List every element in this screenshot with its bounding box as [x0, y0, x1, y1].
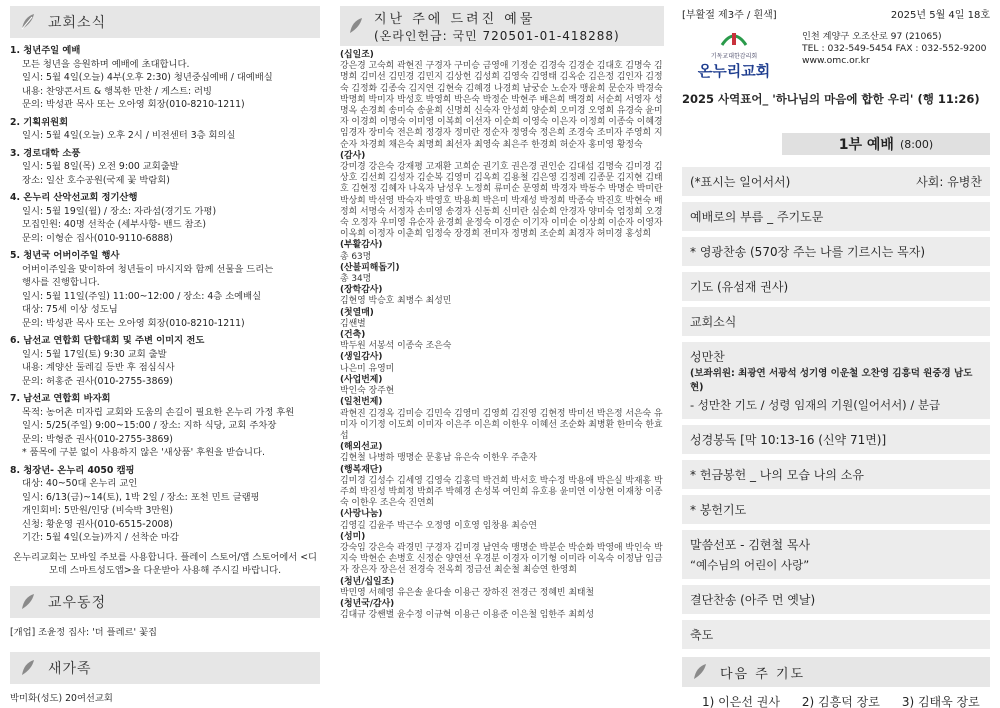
news-item-line: 문의: 박성관 목사 또는 오아영 회장(010-8210-1211): [22, 99, 245, 110]
offering-category: (첫열매): [340, 307, 374, 318]
bulletin-header: [682, 6, 990, 21]
offering-account: (온라인헌금: 국민 720501-01-418288): [374, 29, 620, 43]
offering-category: (해외선교): [340, 442, 383, 453]
worship-leader: 사회: 유병찬: [916, 175, 982, 189]
offering-category: (사랑나눔): [340, 509, 383, 520]
news-item-line: 문의: 박형준 권사(010-2755-3869): [22, 433, 173, 445]
worship-item: [682, 167, 990, 196]
offering-category: (사업번제): [340, 374, 383, 385]
offering-names: 강숙임 강은숙 곽경민 구경자 김미경 남연숙 맹명순 박분순 박순화 박영애 박인숙 박지숙 박현순 손병호 신정순 양연선 우경분 이경자 이기형 이미라 이옥숙 이정남 임금자 장은자 장은선 전경숙 전옥희 정금선 최순철 최승연 한영희: [340, 542, 663, 576]
worship-item-row: [690, 313, 982, 330]
newfamily-title: 새가족: [48, 660, 92, 677]
season-label: [부활절 제3주 / 흰색]: [682, 10, 777, 21]
offering-names: 김영길 김윤주 박근수 오정영 이호영 임창용 최승연: [340, 520, 537, 531]
offering-category: (생일감사): [340, 352, 383, 363]
right-column: [672, 0, 1000, 708]
church-name: 온누리교회: [697, 62, 771, 80]
news-item-line: 일시: 5/25(주일) 9:00~15:00 / 장소: 지하 식당, 교회 주차장: [22, 420, 277, 431]
news-item-line: 목적: 농어촌 미자립 교회와 도움의 손길이 필요한 온누리 가정 후원: [22, 406, 295, 418]
worship-item: [682, 425, 990, 454]
prayer-leader: 3) 김태욱 장로: [901, 695, 980, 708]
news-item-line: 일시: 5월 4일(오늘) 오후 2시 / 비전센터 3층 회의실: [22, 130, 236, 141]
worship-item: [682, 272, 990, 301]
worship-item-row: [690, 466, 982, 483]
offering-header: [340, 6, 664, 46]
news-item-line: 모집인원: 40명 선착순 (세부사항- 밴드 참조): [22, 219, 207, 230]
worship-item-label: 결단찬송 (아주 먼 옛날): [690, 593, 816, 607]
news-item: [10, 147, 320, 188]
denomination: 기독교대한감리회: [710, 53, 758, 60]
news-item: [10, 249, 320, 330]
news-item-line: 개인회비: 5만원/인당 (비숙박 3만원): [22, 505, 173, 516]
news-item-line: 문의: 허홍준 권사(010-2755-3869): [22, 375, 173, 387]
worship-item-label: 성경봉독 [막 10:13-16 (신약 71면)]: [690, 433, 887, 447]
order-of-worship: [682, 167, 990, 649]
leaf-icon: [346, 15, 368, 37]
news-item-line: 대상: 40~50대 온누리 교인: [22, 478, 138, 489]
news-item-title: 1. 청년주일 예배: [10, 45, 81, 56]
news-item-title: 5. 청년국 어버이주일 행사: [10, 250, 120, 261]
leaf-icon: [18, 11, 40, 33]
worship-item-sub: (보좌위원: 최광연 서광석 성기영 이운철 오찬영 김흥덕 원중경 남도현): [690, 368, 973, 393]
offering-category: (감사): [340, 150, 366, 161]
offering-names: 강은경 고숙희 곽현진 구경자 구미승 금영애 기정순 김경숙 김경순 김대호 김명숙 김명희 김미선 김민경 김민지 김상헌 김성희 김영숙 김영태 김옥순 김은정 김인자 김정숙 김정화 김종숙 김지연 김현숙 김혜경 나경희 남궁순 노순자 맹윤희 문순자 박경숙 박명희 박미자 박성호 박영희 박은숙 박정순 박현주 배은희 백경희 서순희 서영자 성명옥 손경희 송미숙 송윤희 신명희 신숙자 안성희 양순희 오미경 오영희 유경숙 윤미자 이경희 이명숙 이미영 이복희 이선자 이순희 이영숙 이은자 이정희 이종숙 이혜경 임경자 장미숙 전은희 정경자 정미란 정순자 정영숙 정은희 조경숙 조미자 주영희 지순자 차경희 채은숙 최명희 최선자 최영숙 최은주 한경희 허순자 홍미영 황정숙: [340, 61, 663, 150]
left-column: [0, 0, 330, 708]
news-item: [10, 191, 320, 245]
offering-category: (성미): [340, 531, 366, 542]
offering-title: 지난 주에 드려진 예물: [374, 12, 536, 27]
news-header: [10, 6, 320, 38]
worship-item-row: [690, 348, 982, 365]
worship-item-label: 예배로의 부름 _ 주기도문: [690, 210, 824, 224]
worship-item-row: [690, 173, 982, 190]
news-item-line: 기간: 5월 4일(오늘)까지 / 선착순 마감: [22, 532, 179, 543]
news-item: [10, 44, 320, 112]
news-item-line: 신청: 황운영 권사(010-6515-2008): [22, 518, 173, 530]
fellowship-header: [10, 586, 320, 618]
offering-right-block: [340, 263, 664, 353]
news-item-line: 행사를 진행합니다.: [22, 277, 100, 288]
news-item-line: 문의: 이형순 집사(010-9110-6888): [22, 232, 173, 244]
prayer-leader: 1) 이은선 권사: [702, 695, 780, 708]
newfamily-header: [10, 652, 320, 684]
worship-item-label: * 봉헌기도: [690, 503, 747, 517]
worship-item: [682, 307, 990, 336]
worship-item: [682, 202, 990, 231]
news-item-line: 일시: 5월 4일(오늘) 4부(오후 2:30) 청년중심예배 / 대예배실: [22, 72, 273, 83]
news-item-title: 2. 기획위원회: [10, 116, 69, 128]
news-item-line: 일시: 5월 17일(토) 9:30 교회 출발: [22, 348, 167, 360]
news-item-line: 문의: 박성관 목사 또는 오아영 회장(010-8210-1211): [22, 317, 245, 329]
next-week-prayer-title: 다음 주 기도: [720, 666, 806, 682]
offering-category: (장학감사): [340, 285, 383, 296]
leaf-icon: [18, 657, 40, 679]
worship-item: [682, 495, 990, 524]
news-item-title: 8. 청장년- 온누리 4050 캠핑: [10, 464, 135, 476]
church-website[interactable]: www.omc.or.kr: [802, 55, 870, 66]
worship-item-label: * 영광찬송 (570장 주는 나를 기르시는 목자): [690, 245, 926, 259]
leaf-icon: [690, 661, 712, 683]
church-contact: [802, 31, 987, 67]
news-item-line: 일시: 6/13(금)~14(토), 1박 2일 / 장소: 포천 민트 글램핑: [22, 491, 260, 503]
middle-column: [332, 0, 670, 708]
worship-item: [682, 460, 990, 489]
worship-item-label: 교회소식: [690, 315, 737, 329]
worship-item: [682, 237, 990, 266]
news-item-line: 모든 청년을 응원하며 예배에 초대합니다.: [22, 58, 190, 70]
church-logo-icon: [719, 31, 749, 47]
news-item: [10, 116, 320, 143]
offering-names: 김대규 강쌘별 윤수정 이규혁 이용근 이용준 이은철 임한주 최희성: [340, 610, 595, 621]
news-item-line: 내용: 찬양콘서트 & 행복한 만찬 / 게스트: 러빙: [22, 85, 213, 97]
church-info: [682, 31, 990, 81]
news-item-line: 대상: 75세 이상 성도님: [22, 304, 118, 315]
news-item: [10, 464, 320, 545]
next-week-prayer-header: [682, 657, 990, 687]
prayer-leader: 2) 김흥덕 장로: [801, 695, 880, 708]
worship-item-row: [690, 626, 982, 643]
news-list: [10, 44, 320, 545]
worship-item-label: (*표시는 일어서서): [690, 175, 791, 189]
issue-date: 2025년 5월 4일 18호: [890, 10, 990, 21]
news-item-title: 3. 경로대학 소풍: [10, 147, 81, 159]
news-title: 교회소식: [48, 15, 107, 31]
news-item-title: 6. 남선교 연합회 단합대회 및 주변 이미지 전도: [10, 335, 205, 346]
offering-category: (십일조): [340, 50, 374, 60]
church-logo: [682, 31, 786, 81]
worship-item-row: [690, 501, 982, 518]
mobile-bulletin-note: 온누리교회는 모바일 주보를 사용합니다. 플레이 스토어/앱 스토어에서 <디모데 스마트성도앱>을 다운받아 사용해 주시길 바랍니다.: [13, 551, 317, 576]
fellowship-text: [개업] 조윤정 집사: '더 플레르' 꽃집: [10, 626, 158, 638]
news-item-line: 일시: 5월 11일(주일) 11:00~12:00 / 장소: 4층 소예배실: [22, 290, 262, 302]
service-name: 1부 예배: [838, 137, 894, 153]
worship-item: [682, 342, 990, 419]
offering-names: 박인숙 장주현: [340, 386, 395, 397]
worship-item-row: [690, 431, 982, 448]
news-item-line: 어버이주일을 맞이하여 청년들이 마시지와 함께 선물을 드리는: [22, 263, 274, 275]
news-item-line: 일시: 5월 19일(월) / 장소: 자라섬(경기도 가평): [22, 205, 217, 217]
offering-names: 총 63명: [340, 251, 372, 262]
offering-names: 김미경 김성수 김세영 김영숙 김홍덕 박건희 박서호 박수정 박용애 박은실 박재홍 박주희 박진성 박희정 박희주 박혜경 손성복 여인희 유호용 윤미연 이상현 이재창 이종숙 이한우 조은숙 진연희: [340, 475, 663, 509]
news-item-line: 일시: 5월 8일(목) 오전 9:00 교회출발: [22, 161, 179, 172]
worship-item-row: [690, 591, 982, 608]
church-phone: TEL : 032-549-5454 FAX : 032-552-9200: [802, 43, 987, 54]
worship-item-label: 축도: [690, 628, 714, 642]
worship-item-row: [690, 278, 982, 295]
offering-names: 박두원 서봉석 이종숙 조은숙: [340, 341, 452, 352]
offering-category: (청년국/감사): [340, 598, 395, 609]
news-item-title: 4. 온누리 산악선교회 정기산행: [10, 192, 138, 203]
offering-category: (건축): [340, 330, 366, 341]
church-address: 인천 계양구 오조산로 97 (21065): [802, 31, 942, 42]
news-item-line: 장소: 일산 호수공원(국제 꽃 박람회): [22, 174, 170, 186]
news-item: [10, 334, 320, 388]
worship-item-detail: - 성만찬 기도 / 성령 임재의 기원(일어서서) / 분급: [690, 398, 941, 412]
offering-names: 김현영 박승호 최병수 최성민: [340, 296, 452, 307]
offering-category: (일천번제): [340, 397, 383, 408]
offering-names: 김쌘별: [340, 318, 366, 329]
worship-item-detail: “예수님의 어린이 사랑”: [690, 558, 810, 572]
offering-names: 곽현진 김경옥 김미승 김민숙 김영미 김영희 김진영 김현정 박미선 박은정 서은숙 유미자 이기정 이도희 이미자 이은주 이은희 이한우 이혜선 조순화 최병환 한미숙 한효섭: [340, 408, 663, 441]
offering-category: (행복재단): [340, 464, 383, 475]
worship-item: [682, 585, 990, 614]
offering-names: 나은미 유영미: [340, 363, 395, 374]
worship-item-label: * 헌금봉헌 _ 나의 모습 나의 소유: [690, 468, 864, 482]
fellowship-title: 교우동정: [48, 594, 107, 611]
offering-category: (부활감사): [340, 240, 383, 251]
offering-category: (산불피해돕기): [340, 262, 400, 273]
worship-item-label: 말씀선포 - 김현철 목사: [690, 538, 811, 552]
worship-item-row: [690, 536, 982, 553]
offering-names: 총 34명: [340, 274, 372, 285]
news-item-title: 7. 남선교 연합회 바자회: [10, 393, 111, 404]
worship-item-label: 성만찬: [690, 350, 725, 364]
worship-item: [682, 530, 990, 579]
worship-item: [682, 620, 990, 649]
service-time: (8:00): [899, 137, 934, 151]
leaf-icon: [18, 591, 40, 613]
offering-names: 김현철 나병하 맹명순 문홍남 유은숙 이한우 주춘자: [340, 453, 537, 464]
news-item: [10, 392, 320, 460]
service-title-box: [782, 133, 990, 155]
worship-item-row: [690, 243, 982, 260]
offering-category: (청년/십일조): [340, 576, 395, 587]
next-week-prayer-list: [682, 687, 990, 708]
worship-item-label: 기도 (유섬재 권사): [690, 280, 789, 294]
newfamily-text: 박미화(성도) 20여선교회: [10, 692, 113, 704]
offering-names: 강미경 강은숙 강재평 고재환 고희순 권기호 권은경 권인순 김대섭 김명숙 김미경 김상호 김선희 김성자 김순복 김영미 김옥희 김용철 김은영 김정례 김종문 김지현 김태호 김현정 김혜자 나옥자 남성우 노정희 류미순 문영희 박경자 박동수 박명순 박미란 박상희 박선영 박숙자 박영호 박용희 박은미 박재성 박정희 박종숙 박진호 박현숙 배정희 서명숙 서정자 손미영 송경자 신동희 신미란 심순희 안경자 양미숙 엄정희 오경숙 오정자 우미영 유순자 윤경희 윤정숙 이경순 이기자 이미순 이상희 이순자 이영자 이옥희 이정자 이춘희 임정숙 장경희 전미자 정명희 조순희 최경자 허미경 홍성희: [340, 162, 663, 240]
worship-item-row: [690, 208, 982, 225]
news-item-line: 내용: 계양산 둘레길 등반 후 점심식사: [22, 362, 175, 373]
offering-list: [340, 50, 664, 621]
news-item-line: * 품목에 구분 없이 사용하지 않은 '새상품' 후원을 받습니다.: [22, 447, 265, 458]
ministry-theme: 2025 사역표어_ '하나님의 마음에 합한 우리' (행 11:26): [682, 92, 980, 106]
offering-names: 박민영 서혜영 유은솔 윤다솔 이용근 장하진 전경근 정혜빈 최태철: [340, 587, 595, 598]
